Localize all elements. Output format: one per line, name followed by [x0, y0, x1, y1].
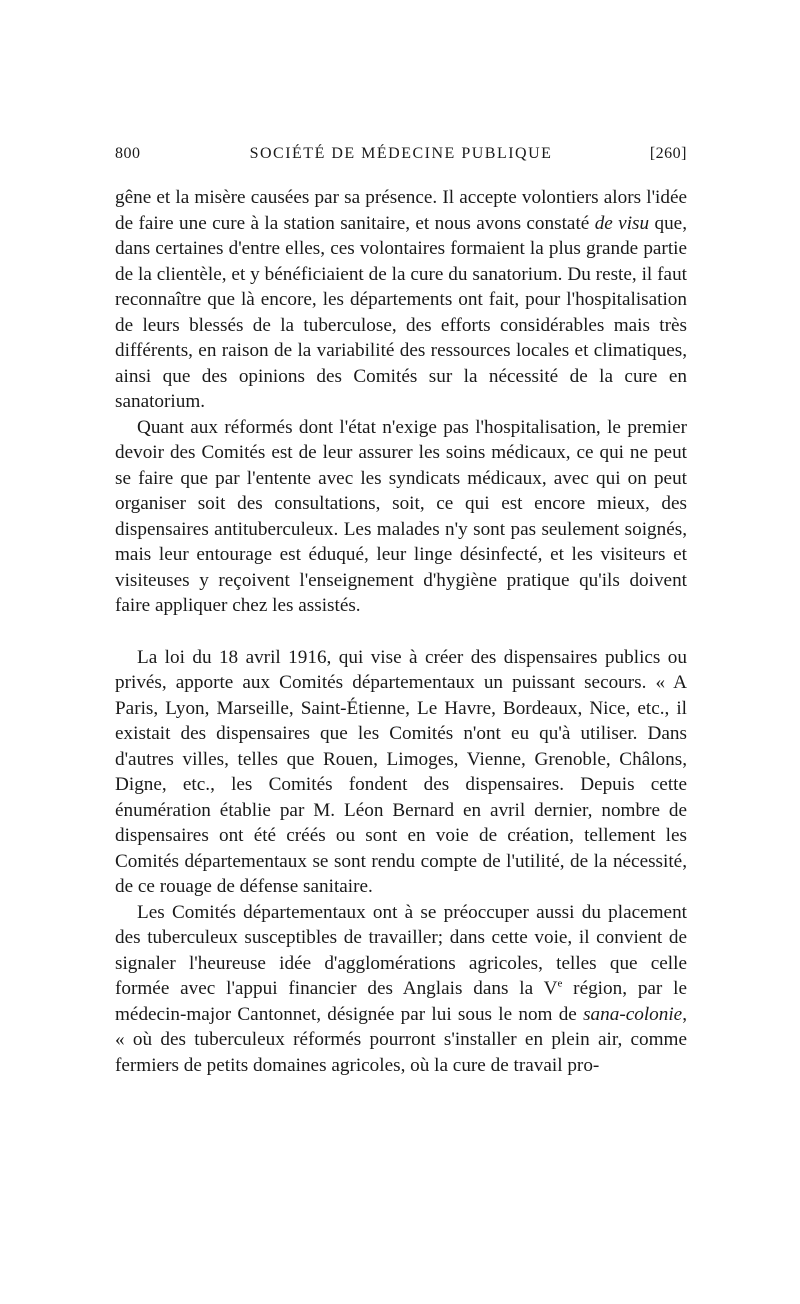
paragraph-text: gêne et la misère causées par sa présence. Il accepte volontiers alors l'idée de faire une cure à la station sanitaire, et nous avons constaté — [115, 187, 687, 234]
paragraph-text: que, dans certaines d'entre elles, ces volontaires formaient la plus grande partie de la clientèle, et y bénéficiaient de la cure du sanatorium. Du reste, il faut reconnaître que là encore, les départements ont fait, pour l'hospitalisation de leurs blessés de la tuberculose, des efforts considérables mais très différents, en raison de la variabilité des ressources locales et climatiques, ainsi que des opinions des Comités sur la nécessité de la cure en sanatorium. — [115, 212, 687, 412]
italic-phrase: sana-colonie — [583, 1003, 683, 1025]
paragraph-reformes: Quant aux réformés dont l'état n'exige pas l'hospitalisation, le premier devoir des Comités est de leur assurer les soins médicaux, ce qui ne peut se faire que par l'entente avec les syndicats médicaux, avec qui on peut organiser soit des consultations, soit, ce qui est encore mieux, des dispensaires antituberculeux. Les malades n'y sont pas seulement soignés, mais leur entourage est éduqué, leur linge désinfecté, et les visiteurs et visiteuses y reçoivent l'enseignement d'hygiène pratique qu'ils doivent faire appliquer chez les assistés. — [115, 416, 687, 616]
superscript: e — [557, 977, 563, 990]
page-number: 800 — [115, 145, 141, 162]
paragraph-continuation — [115, 185, 687, 415]
paragraph-text: , « où des tuberculeux réformés pourront s'installer en plein air, comme fermiers de petits domaines agricoles, où la cure de travail pro- — [115, 1003, 687, 1076]
section-gap — [115, 619, 687, 645]
paragraph-text: Les Comités départementaux ont à se préoccuper aussi du placement des tuberculeux susceptibles de travailler; dans cette voie, il convient de signaler l'heureuse idée d'agglomérations agricoles, telles que celle formée avec l'appui financier des Anglais dans la V — [115, 901, 687, 999]
italic-phrase: de visu — [594, 212, 650, 234]
body-text — [115, 185, 687, 1078]
running-title: SOCIÉTÉ DE MÉDECINE PUBLIQUE — [249, 145, 553, 162]
running-header — [115, 145, 687, 173]
page-reference: [260] — [649, 145, 687, 162]
paragraph-text: région, par le médecin-major Cantonnet, désignée par lui sous le nom de — [115, 978, 687, 1025]
paragraph-placement — [115, 900, 687, 1079]
paragraph-loi-1916: La loi du 18 avril 1916, qui vise à créer des dispensaires publics ou privés, apporte aux Comités départementaux un puissant secours. « A Paris, Lyon, Marseille, Saint-Étienne, Le Havre, Bordeaux, Nice, etc., il existait des dispensaires que les Comités n'ont eu qu'à utiliser. Dans d'autres villes, telles que Rouen, Limoges, Vienne, Grenoble, Châlons, Digne, etc., les Comités fondent des dispensaires. Depuis cette énumération établie par M. Léon Bernard en avril dernier, nombre de dispensaires ont été créés ou sont en voie de création, tellement les Comités départementaux se sont rendu compte de l'utilité, de la nécessité, de ce rouage de défense sanitaire. — [115, 646, 687, 897]
document-page — [115, 145, 687, 1078]
